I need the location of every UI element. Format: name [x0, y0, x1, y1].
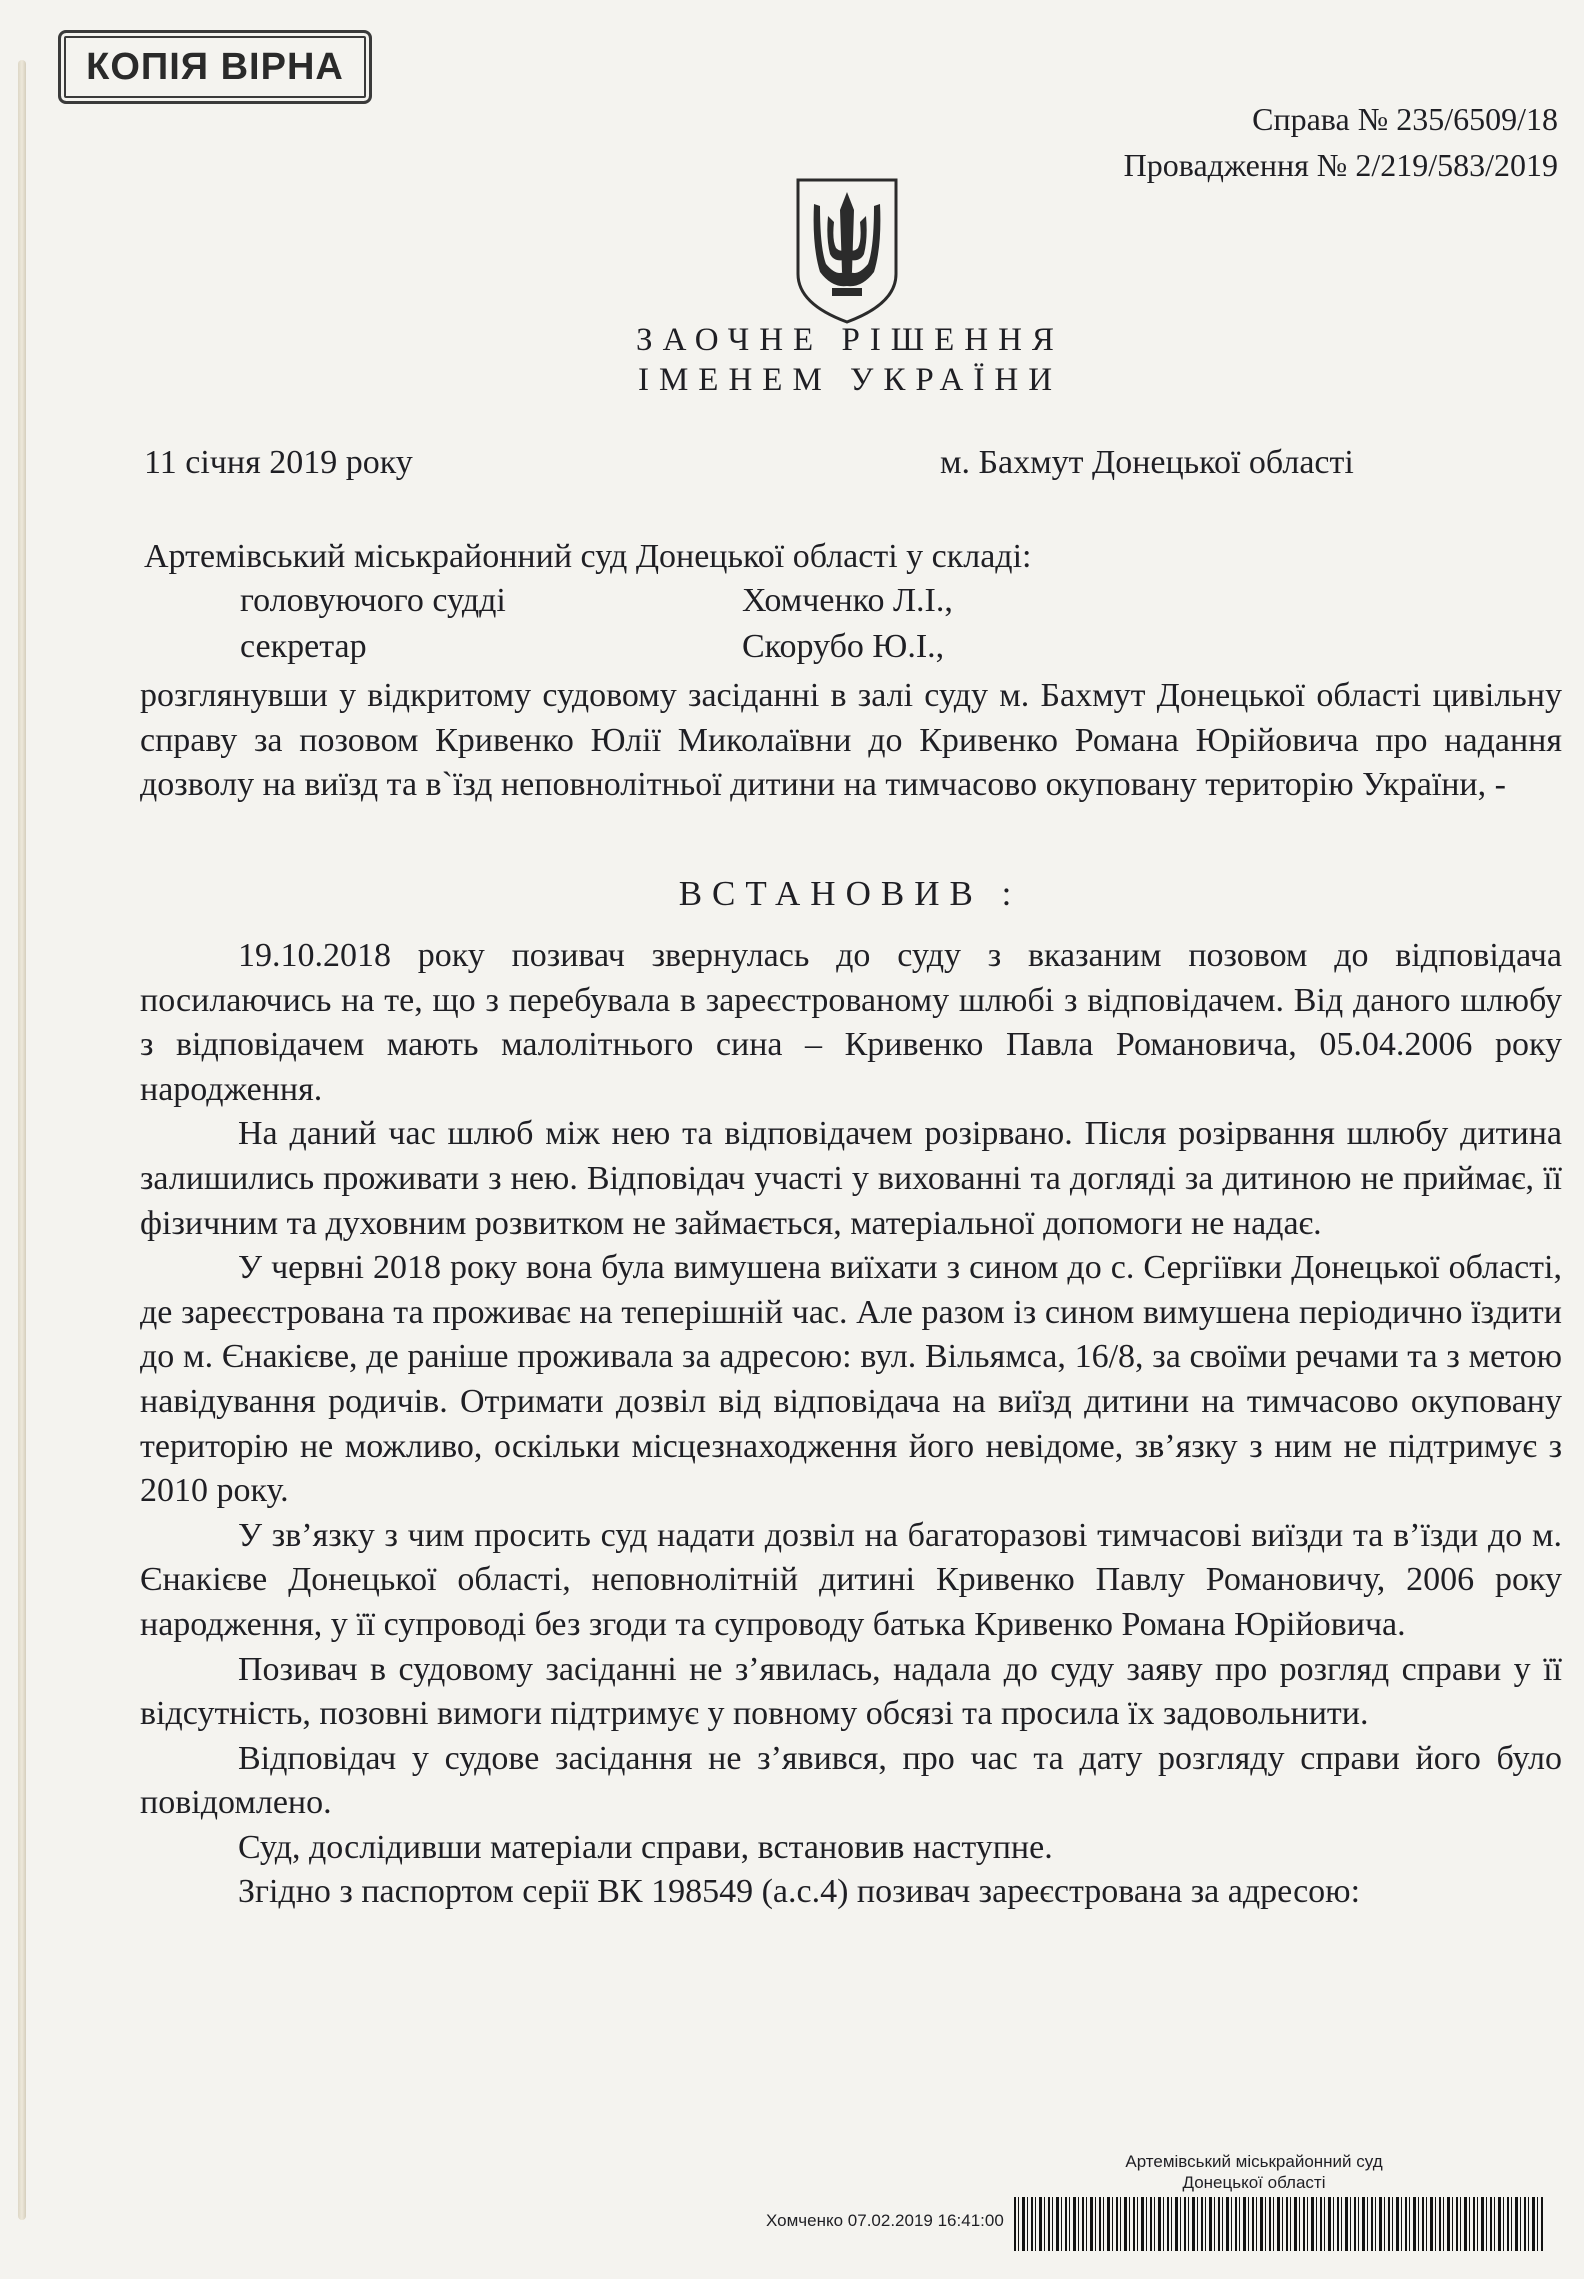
decision-subtitle: ІМЕНЕМ УКРАЇНИ: [637, 362, 1063, 398]
paragraph: На даний час шлюб між нею та відповідачем розірвано. Після розірвання шлюбу дитина залишились проживати з нею. Відповідач участі у вихованні та догляді за дитиною не приймає, її фізичним та духовним розвитком не займається, матеріальної допомоги не надає.: [140, 1115, 1562, 1242]
established-heading: ВСТАНОВИВ :: [678, 874, 1022, 913]
judge-name: Хомченко Л.І.,: [742, 582, 953, 619]
footer-court-line2: Донецької області: [1182, 2173, 1326, 2192]
case-numbers: [1124, 96, 1558, 188]
decision-date: 11 січня 2019 року: [144, 444, 413, 481]
findings-body: [140, 934, 1562, 1915]
footer-court-name: [1054, 2151, 1454, 2193]
proceeding-number: Провадження № 2/219/583/2019: [1123, 147, 1558, 183]
paragraph: Суд, дослідивши матеріали справи, встановив наступне.: [238, 1828, 1053, 1866]
decision-title: ЗАОЧНЕ РІШЕННЯ: [636, 322, 1064, 358]
secretary-name: Скорубо Ю.І.,: [742, 628, 945, 665]
case-intro: розглянувши у відкритому судовому засіданні в залі суду м. Бахмут Донецької області цивільну справу за позовом Кривенко Юлії Миколаївни до Кривенко Романа Юрійовича про надання дозволу на виїзд та в`їзд неповнолітньої дитини на тимчасово окуповану територію України, -: [140, 677, 1562, 804]
footer-court-line1: Артемівський міськрайонний суд: [1125, 2152, 1383, 2171]
electronic-signature-footer: [766, 2151, 1544, 2251]
trident-coat-of-arms-icon: [792, 176, 902, 324]
certified-copy-stamp: [58, 30, 372, 104]
court-composition: Артемівський міськрайонний суд Донецької області у складі:: [144, 538, 1032, 575]
secretary-role: секретар: [240, 628, 367, 665]
decision-place: м. Бахмут Донецької області: [940, 444, 1354, 481]
case-number: Справа № 235/6509/18: [1252, 101, 1558, 137]
paragraph: Позивач в судовому засіданні не з’явилась, надала до суду заяву про розгляд справи у її відсутність, позовні вимоги підтримує у повному обсязі та просила їх задовольнити.: [140, 1650, 1562, 1733]
barcode: [1014, 2197, 1544, 2251]
paragraph: Відповідач у судове засідання не з’явився, про час та дату розгляду справи його було повідомлено.: [140, 1739, 1562, 1822]
paragraph: У червні 2018 року вона була вимушена виїхати з сином до с. Сергіївки Донецької області, де зареєстрована та проживає на теперішній час. Але разом із сином вимушена періодично їздити до м. Єнакієве, де раніше проживала за адресою: вул. Вільямса, 16/8, за своїми речами та з метою навідування родичів. Отримати дозвіл від відповідача на виїзд дитини на тимчасово окуповану територію не можливо, оскільки місцезнаходження його невідоме, зв’язку з ним не підтримує з 2010 року.: [140, 1249, 1562, 1510]
judge-role: головуючого судді: [240, 582, 506, 619]
paragraph: У зв’язку з чим просить суд надати дозвіл на багаторазові тимчасові виїзди та в’їзди до м. Єнакієве Донецької області, неповнолітній дитині Кривенко Павлу Романовичу, 2006 року народження, у її супроводі без згоди та супроводу батька Кривенко Романа Юрійовича.: [140, 1516, 1562, 1643]
paragraph: 19.10.2018 року позивач звернулась до суду з вказаним позовом до відповідача посилаючись на те, що з перебувала в зареєстрованому шлюбі з відповідачем. Від даного шлюбу з відповідачем мають малолітнього сина – Кривенко Павла Романовича, 05.04.2006 року народження.: [140, 937, 1562, 1108]
signature-stamp: Хомченко 07.02.2019 16:41:00: [766, 2211, 1004, 2230]
paragraph: Згідно з паспортом серії ВК 198549 (а.с.4) позивач зареєстрована за адресою:: [238, 1873, 1361, 1911]
stamp-label: КОПІЯ ВІРНА: [86, 45, 344, 88]
